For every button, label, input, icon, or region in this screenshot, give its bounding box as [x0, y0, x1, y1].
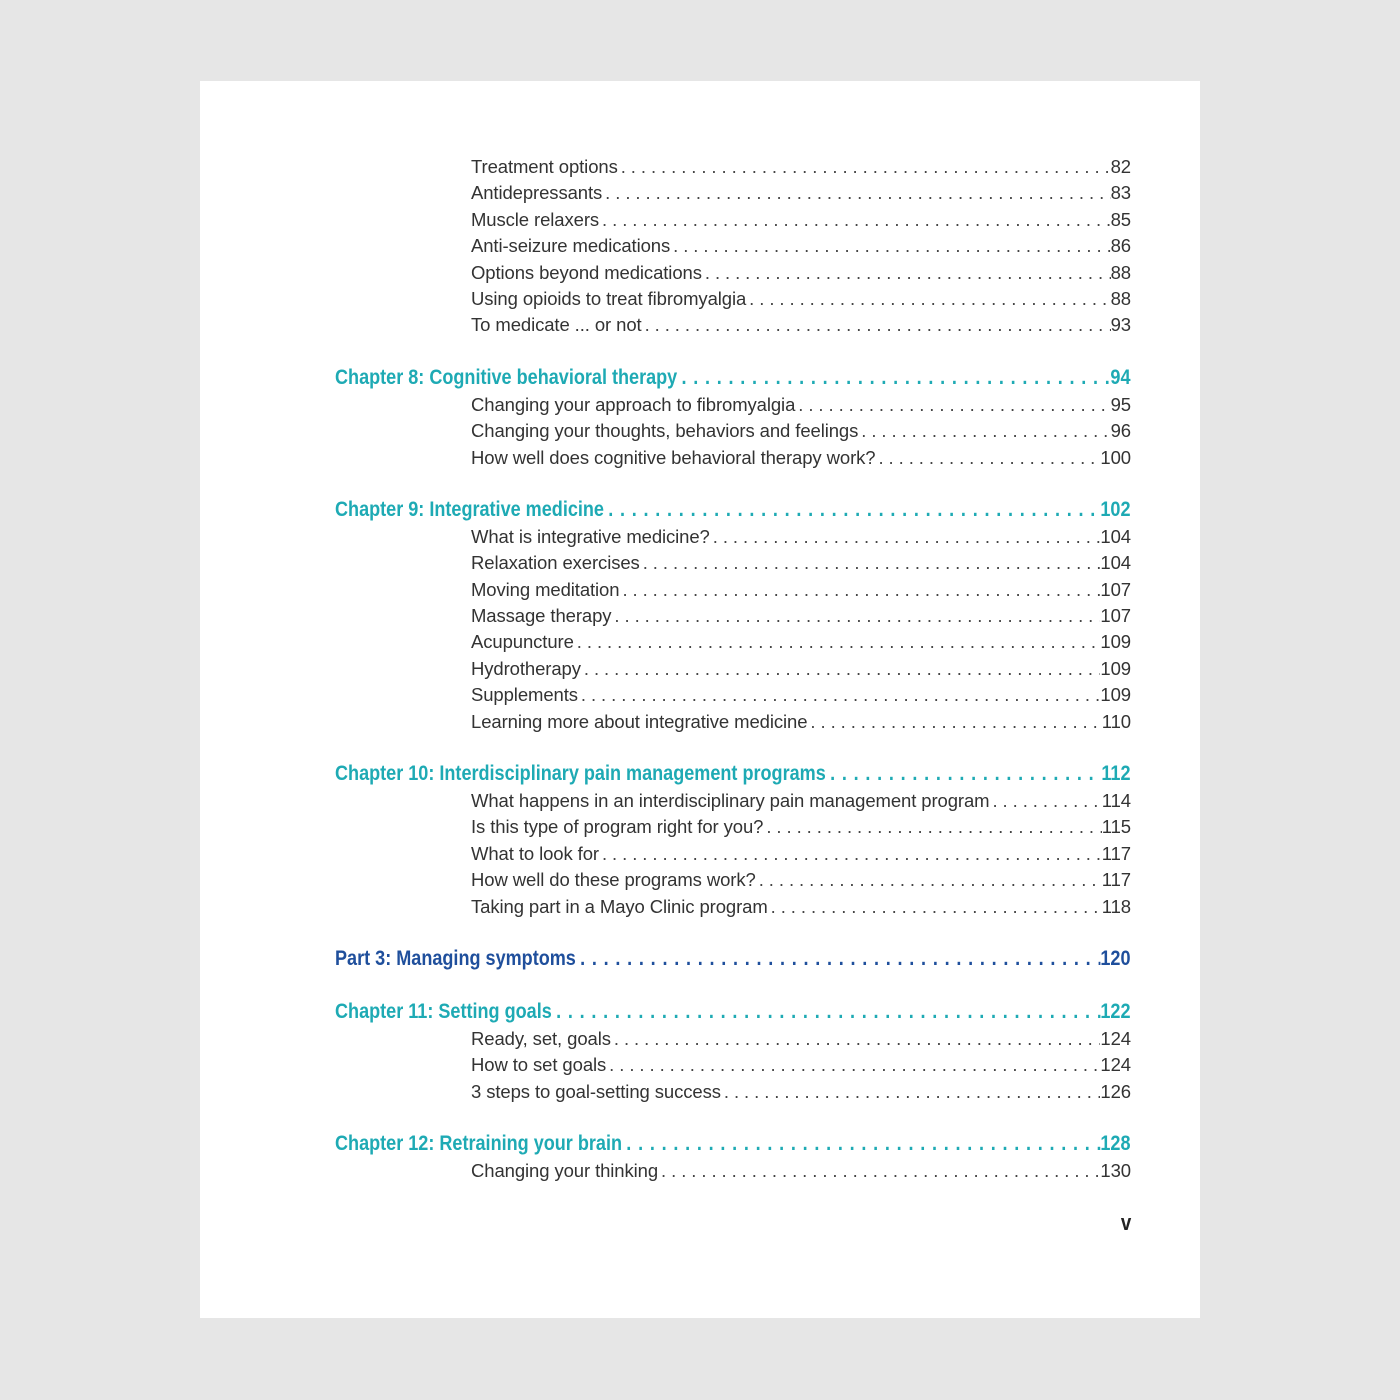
- entry-page-number: 93: [1110, 314, 1131, 336]
- entry-title: Changing your thinking: [471, 1160, 659, 1182]
- entry-title: What happens in an interdisciplinary pain management program: [471, 790, 990, 812]
- entry-page-number: 109: [1100, 657, 1131, 679]
- entry-page-number: 82: [1110, 156, 1131, 177]
- dot-leader: [578, 682, 1101, 708]
- toc-entry: [471, 312, 1131, 338]
- toc-entry: [471, 894, 1131, 920]
- entry-page-number: 88: [1110, 287, 1131, 309]
- dot-leader: [602, 180, 1110, 206]
- toc-part-heading: [335, 944, 1131, 973]
- dot-leader: [677, 363, 1110, 392]
- dot-leader: [599, 841, 1102, 867]
- toc-entry: [471, 682, 1131, 708]
- heading-page-number: 120: [1100, 946, 1131, 970]
- toc-entry: [471, 814, 1131, 840]
- dot-leader: [710, 524, 1101, 550]
- entry-title: Taking part in a Mayo Clinic program: [471, 895, 768, 917]
- dot-leader: [658, 1158, 1100, 1184]
- dot-leader: [756, 867, 1102, 893]
- entry-page-number: 109: [1100, 631, 1131, 653]
- toc-entry: [471, 445, 1131, 471]
- toc-group: [335, 154, 1131, 339]
- entry-page-number: 85: [1110, 208, 1131, 230]
- entry-page-number: 86: [1110, 235, 1131, 257]
- toc-entry: [471, 1079, 1131, 1105]
- toc-group: [335, 997, 1131, 1105]
- entry-page-number: 95: [1110, 393, 1131, 415]
- entry-page-number: 126: [1100, 1080, 1131, 1102]
- toc-group: [335, 1129, 1131, 1184]
- dot-leader: [618, 154, 1111, 180]
- entry-title: Learning more about integrative medicine: [471, 710, 808, 732]
- entry-title: Antidepressants: [471, 182, 603, 204]
- dot-leader: [875, 445, 1100, 471]
- entry-page-number: 109: [1100, 684, 1131, 706]
- dot-leader: [611, 1026, 1101, 1052]
- dot-leader: [642, 312, 1111, 338]
- dot-leader: [640, 550, 1101, 576]
- dot-leader: [606, 1052, 1100, 1078]
- entry-title: Ready, set, goals: [471, 1027, 611, 1049]
- toc-entry: [471, 841, 1131, 867]
- entry-title: Using opioids to treat fibromyalgia: [471, 287, 747, 309]
- toc-entry: [471, 867, 1131, 893]
- entry-title: 3 steps to goal-setting success: [471, 1080, 721, 1102]
- toc-entry: [471, 207, 1131, 233]
- dot-leader: [611, 603, 1100, 629]
- toc-chapter-heading: [335, 997, 1131, 1026]
- entry-page-number: 117: [1101, 869, 1131, 891]
- toc-entry: [471, 180, 1131, 206]
- dot-leader: [552, 997, 1101, 1026]
- toc-entry: [471, 1158, 1131, 1184]
- page-folio: v: [1120, 1210, 1132, 1235]
- entry-page-number: 130: [1100, 1160, 1131, 1182]
- dot-leader: [826, 759, 1102, 788]
- toc-chapter-heading: [335, 495, 1131, 524]
- dot-leader: [619, 577, 1100, 603]
- heading-page-number: 112: [1101, 762, 1131, 786]
- entry-title: Relaxation exercises: [471, 552, 640, 574]
- dot-leader: [604, 495, 1100, 524]
- entry-page-number: 114: [1101, 790, 1131, 812]
- heading-page-number: 102: [1100, 497, 1131, 521]
- entry-title: Changing your approach to fibromyalgia: [471, 393, 796, 415]
- toc-entry: [471, 233, 1131, 259]
- toc-entry: [471, 656, 1131, 682]
- entry-title: Changing your thoughts, behaviors and feelings: [471, 420, 859, 442]
- entry-title: How well do these programs work?: [471, 869, 756, 891]
- toc-group: [335, 759, 1131, 920]
- toc-chapter-heading: [335, 1129, 1131, 1158]
- heading-title: Chapter 12: Retraining your brain: [335, 1132, 623, 1156]
- toc-chapter-heading: [335, 363, 1131, 392]
- heading-page-number: 94: [1110, 365, 1131, 389]
- entry-page-number: 117: [1101, 842, 1131, 864]
- toc-entry: [471, 1052, 1131, 1078]
- dot-leader: [599, 207, 1111, 233]
- dot-leader: [622, 1129, 1100, 1158]
- heading-title: Chapter 9: Integrative medicine: [335, 497, 604, 521]
- dot-leader: [670, 233, 1110, 259]
- entry-page-number: 124: [1100, 1027, 1131, 1049]
- toc-entry: [471, 709, 1131, 735]
- toc-entry: [471, 1026, 1131, 1052]
- heading-title: Chapter 8: Cognitive behavioral therapy: [335, 365, 678, 389]
- toc-entry: [471, 524, 1131, 550]
- heading-page-number: 128: [1100, 1132, 1131, 1156]
- dot-leader: [721, 1079, 1101, 1105]
- entry-page-number: 110: [1101, 710, 1131, 732]
- dot-leader: [763, 814, 1101, 840]
- toc-entry: [471, 550, 1131, 576]
- dot-leader: [581, 656, 1101, 682]
- entry-page-number: 118: [1101, 895, 1131, 917]
- entry-title: How to set goals: [471, 1054, 607, 1076]
- entry-title: What to look for: [471, 842, 599, 864]
- entry-title: Moving meditation: [471, 578, 620, 600]
- entry-title: Acupuncture: [471, 631, 574, 653]
- heading-title: Chapter 10: Interdisciplinary pain management programs: [335, 762, 826, 786]
- toc-group: [335, 944, 1131, 973]
- toc-entry: [471, 260, 1131, 286]
- entry-title: Is this type of program right for you?: [471, 816, 764, 838]
- entry-page-number: 115: [1101, 816, 1131, 838]
- toc-entry: [471, 286, 1131, 312]
- table-of-contents: [335, 154, 1131, 1185]
- dot-leader: [768, 894, 1102, 920]
- dot-leader: [989, 788, 1101, 814]
- entry-page-number: 100: [1100, 446, 1131, 468]
- heading-title: Part 3: Managing symptoms: [335, 946, 576, 970]
- dot-leader: [746, 286, 1110, 312]
- dot-leader: [702, 260, 1111, 286]
- toc-group: [335, 495, 1131, 735]
- dot-leader: [858, 418, 1110, 444]
- entry-title: How well does cognitive behavioral therapy work?: [471, 446, 876, 468]
- dot-leader: [576, 944, 1101, 973]
- entry-page-number: 88: [1110, 261, 1131, 283]
- toc-entry: [471, 603, 1131, 629]
- entry-title: Anti-seizure medications: [471, 235, 671, 257]
- entry-page-number: 104: [1100, 552, 1131, 574]
- book-page: [200, 81, 1200, 1318]
- toc-entry: [471, 154, 1131, 180]
- toc-entry: [471, 788, 1131, 814]
- heading-page-number: 122: [1100, 999, 1131, 1023]
- toc-entry: [471, 418, 1131, 444]
- entry-title: Options beyond medications: [471, 261, 702, 283]
- entry-title: Muscle relaxers: [471, 208, 600, 230]
- toc-entry: [471, 392, 1131, 418]
- heading-title: Chapter 11: Setting goals: [335, 999, 552, 1023]
- dot-leader: [574, 629, 1101, 655]
- dot-leader: [795, 392, 1110, 418]
- entry-title: Supplements: [471, 684, 578, 706]
- toc-chapter-heading: [335, 759, 1131, 788]
- entry-title: What is integrative medicine?: [471, 525, 710, 547]
- entry-title: Treatment options: [471, 156, 618, 177]
- entry-page-number: 124: [1100, 1054, 1131, 1076]
- toc-entry: [471, 629, 1131, 655]
- entry-title: To medicate ... or not: [471, 314, 642, 336]
- entry-page-number: 107: [1100, 578, 1131, 600]
- toc-entry: [471, 577, 1131, 603]
- dot-leader: [807, 709, 1101, 735]
- entry-page-number: 83: [1110, 182, 1131, 204]
- toc-group: [335, 363, 1131, 471]
- entry-page-number: 104: [1100, 525, 1131, 547]
- entry-page-number: 107: [1100, 605, 1131, 627]
- entry-page-number: 96: [1110, 420, 1131, 442]
- entry-title: Hydrotherapy: [471, 657, 581, 679]
- entry-title: Massage therapy: [471, 605, 612, 627]
